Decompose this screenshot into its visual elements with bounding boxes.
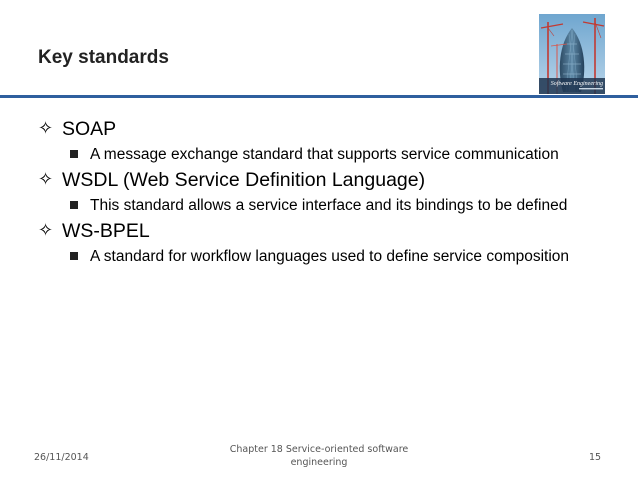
square-bullet-icon	[70, 201, 78, 209]
footer-chapter: Chapter 18 Service-oriented software engineering	[229, 444, 409, 468]
four-pointed-star-icon: ✧	[38, 220, 54, 241]
bullet-item-ws-bpel	[38, 218, 608, 244]
bullet-heading: WS-BPEL	[62, 220, 150, 242]
title-divider	[0, 95, 638, 98]
book-cover-graphic	[539, 14, 605, 94]
book-cover-title: Software Engineering	[550, 81, 603, 87]
sub-bullet-text: A standard for workflow languages used to define service composition	[90, 248, 570, 265]
four-pointed-star-icon: ✧	[38, 169, 54, 190]
sub-bullet-text: A message exchange standard that supports service communication	[90, 146, 559, 163]
bullet-item-soap	[38, 116, 608, 142]
slide-title: Key standards	[38, 47, 169, 68]
square-bullet-icon	[70, 150, 78, 158]
bullet-heading: SOAP	[62, 118, 117, 140]
page-number: 15	[589, 452, 602, 463]
square-bullet-icon	[70, 252, 78, 260]
sub-bullet-wsdl	[38, 197, 608, 214]
four-pointed-star-icon: ✧	[38, 118, 54, 139]
sub-bullet-text: This standard allows a service interface and its bindings to be defined	[90, 197, 568, 214]
footer-date: 26/11/2014	[34, 452, 89, 463]
sub-bullet-soap	[38, 146, 608, 163]
sub-bullet-ws-bpel	[38, 248, 608, 265]
bullet-list	[38, 112, 608, 268]
bullet-item-wsdl	[38, 167, 608, 193]
bullet-heading: WSDL (Web Service Definition Language)	[62, 169, 426, 191]
book-cover-image	[539, 14, 605, 94]
